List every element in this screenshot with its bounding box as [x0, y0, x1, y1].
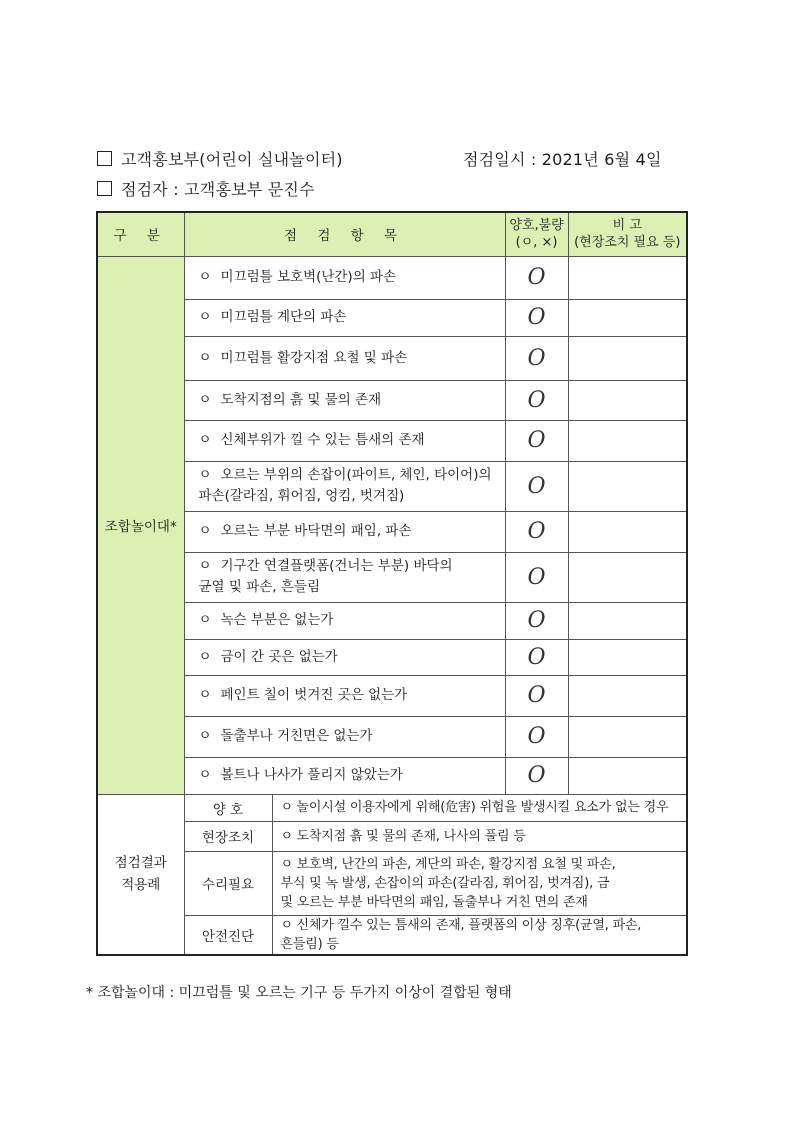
result-mark: O — [505, 511, 568, 552]
result-label: 안전진단 — [184, 915, 272, 955]
header-category: 구 분 — [97, 212, 184, 256]
table-row — [97, 336, 687, 380]
bullet-icon: ㅇ — [198, 612, 212, 628]
check-item — [184, 552, 505, 602]
bullet-icon: ㅇ — [198, 467, 212, 483]
table-row — [97, 675, 687, 716]
check-item-line: 균열 및 파손, 흔들림 — [198, 579, 320, 595]
table-row — [97, 639, 687, 675]
bullet-icon: ㅇ — [198, 767, 212, 783]
result-description — [272, 821, 687, 851]
note-cell — [568, 639, 687, 675]
bullet-icon: ㅇ — [198, 687, 212, 703]
check-item-line: ㅇ 녹슨 부분은 없는가 — [199, 610, 505, 631]
check-item — [184, 511, 505, 552]
note-cell — [568, 380, 687, 420]
footnote: * 조합놀이대 : 미끄럼틀 및 오르는 기구 등 두가지 이상이 결합된 형태 — [86, 985, 512, 1001]
result-description-line: 및 오르는 부분 바닥면의 패임, 돌출부나 거친 면의 존재 — [280, 894, 588, 910]
table-row — [97, 299, 687, 336]
check-item-line: ㅇ 기구간 연결플랫폼(건너는 부분) 바닥의 — [199, 556, 505, 577]
result-mark: O — [505, 299, 568, 336]
result-mark: O — [505, 716, 568, 757]
check-item-line: ㅇ 금이 간 곳은 없는가 — [199, 647, 505, 668]
note-cell — [568, 757, 687, 794]
result-label: 양 호 — [184, 794, 272, 821]
table-row — [97, 716, 687, 757]
bullet-icon: ㅇ — [198, 391, 212, 408]
category-cell: 조합놀이대* — [97, 256, 184, 794]
result-description-line: 흔들림) 등 — [280, 936, 339, 952]
inspection-table — [96, 211, 688, 956]
note-cell — [568, 299, 687, 336]
inspector-text: 점검자 : 고객홍보부 문진수 — [121, 180, 315, 199]
note-cell — [568, 675, 687, 716]
check-item — [184, 336, 505, 380]
check-item — [184, 602, 505, 639]
result-label: 수리필요 — [184, 851, 272, 915]
bullet-icon: ㅇ — [198, 558, 212, 574]
result-description-line: ㅇ 도착지점 흙 및 물의 존재, 나사의 풀림 등 — [280, 828, 526, 844]
result-mark: O — [505, 256, 568, 299]
table-row — [97, 461, 687, 511]
facility-title-text: 고객홍보부(어린이 실내놀이터) — [121, 150, 343, 169]
check-item-line: ㅇ 오르는 부분 바닥면의 패임, 파손 — [199, 521, 505, 542]
table-header-row — [97, 212, 687, 256]
check-item — [184, 757, 505, 794]
result-description — [272, 851, 687, 915]
bullet-icon: ㅇ — [198, 309, 212, 325]
note-cell — [568, 461, 687, 511]
table-row — [97, 256, 687, 299]
result-mark: O — [505, 420, 568, 461]
result-description-line: ㅇ 놀이시설 이용자에게 위해(危害) 위험을 발생시킬 요소가 없는 경우 — [280, 800, 669, 815]
table-row — [97, 552, 687, 602]
result-row — [97, 821, 687, 851]
bullet-icon: ㅇ — [198, 728, 212, 744]
note-cell — [568, 420, 687, 461]
result-mark: O — [505, 602, 568, 639]
result-description-line: ㅇ 신체가 낄수 있는 틈새의 존재, 플랫폼의 이상 징후(균열, 파손, — [280, 917, 642, 933]
check-item — [184, 461, 505, 511]
result-row — [97, 794, 687, 821]
check-item — [184, 639, 505, 675]
inspection-date: 점검일시 : 2021년 6월 4일 — [463, 150, 662, 169]
bullet-icon: ㅇ — [198, 432, 212, 448]
result-mark: O — [505, 552, 568, 602]
note-cell — [568, 716, 687, 757]
bullet-icon: ㅇ — [280, 856, 293, 872]
result-description — [272, 794, 687, 821]
check-item — [184, 380, 505, 420]
result-mark: O — [505, 336, 568, 380]
bullet-icon: ㅇ — [198, 349, 212, 366]
note-cell — [568, 511, 687, 552]
note-cell — [568, 256, 687, 299]
table-row — [97, 511, 687, 552]
check-item-line: ㅇ 미끄럼틀 보호벽(난간)의 파손 — [199, 267, 505, 288]
note-cell — [568, 336, 687, 380]
note-cell — [568, 552, 687, 602]
note-cell — [568, 602, 687, 639]
check-item — [184, 716, 505, 757]
check-item — [184, 299, 505, 336]
table-row — [97, 602, 687, 639]
result-mark: O — [505, 639, 568, 675]
bullet-icon: ㅇ — [280, 800, 293, 815]
results-category-cell: 점검결과 적용례 — [97, 794, 184, 955]
bullet-icon: ㅇ — [280, 828, 293, 844]
check-item-line: 파손(갈라짐, 휘어짐, 엉킴, 벗겨짐) — [198, 488, 405, 504]
check-item — [184, 675, 505, 716]
checkbox-icon — [97, 181, 112, 196]
header-ok: 양호,불량 (ㅇ, ×) — [505, 212, 568, 256]
header-note: 비 고 (현장조치 필요 등) — [568, 212, 687, 256]
check-item-line: ㅇ 미끄럼틀 계단의 파손 — [199, 307, 505, 328]
check-item-line: ㅇ 신체부위가 낄 수 있는 틈새의 존재 — [199, 430, 505, 451]
check-item-line: ㅇ 돌출부나 거친면은 없는가 — [199, 726, 505, 747]
result-row — [97, 851, 687, 915]
check-item-line: ㅇ 도착지점의 흙 및 물의 존재 — [199, 390, 505, 411]
result-row — [97, 915, 687, 955]
result-mark: O — [505, 675, 568, 716]
check-item-line: ㅇ 페인트 칠이 벗겨진 곳은 없는가 — [199, 685, 505, 706]
result-mark: O — [505, 757, 568, 794]
result-description-line: ㅇ 보호벽, 난간의 파손, 계단의 파손, 활강지점 요철 및 파손, — [280, 856, 616, 872]
facility-title — [97, 147, 343, 170]
check-item-line: ㅇ 볼트나 나사가 풀리지 않았는가 — [199, 765, 505, 786]
check-item — [184, 420, 505, 461]
table-row — [97, 757, 687, 794]
checkbox-icon — [97, 151, 112, 166]
result-mark: O — [505, 380, 568, 420]
bullet-icon: ㅇ — [280, 917, 293, 933]
bullet-icon: ㅇ — [198, 648, 212, 665]
bullet-icon: ㅇ — [198, 269, 212, 285]
check-item-line: ㅇ 오르는 부위의 손잡이(파이트, 체인, 타이어)의 — [199, 465, 505, 486]
result-description-line: 부식 및 녹 발생, 손잡이의 파손(갈라짐, 휘어짐, 벗겨짐), 금 — [280, 875, 610, 891]
result-mark: O — [505, 461, 568, 511]
header-items: 점 검 항 목 — [184, 212, 505, 256]
bullet-icon: ㅇ — [198, 523, 212, 539]
table-row — [97, 380, 687, 420]
check-item-line: ㅇ 미끄럼틀 활강지점 요철 및 파손 — [199, 348, 505, 369]
table-row — [97, 420, 687, 461]
result-label: 현장조치 — [184, 821, 272, 851]
inspector — [97, 177, 315, 200]
result-description — [272, 915, 687, 955]
check-item — [184, 256, 505, 299]
